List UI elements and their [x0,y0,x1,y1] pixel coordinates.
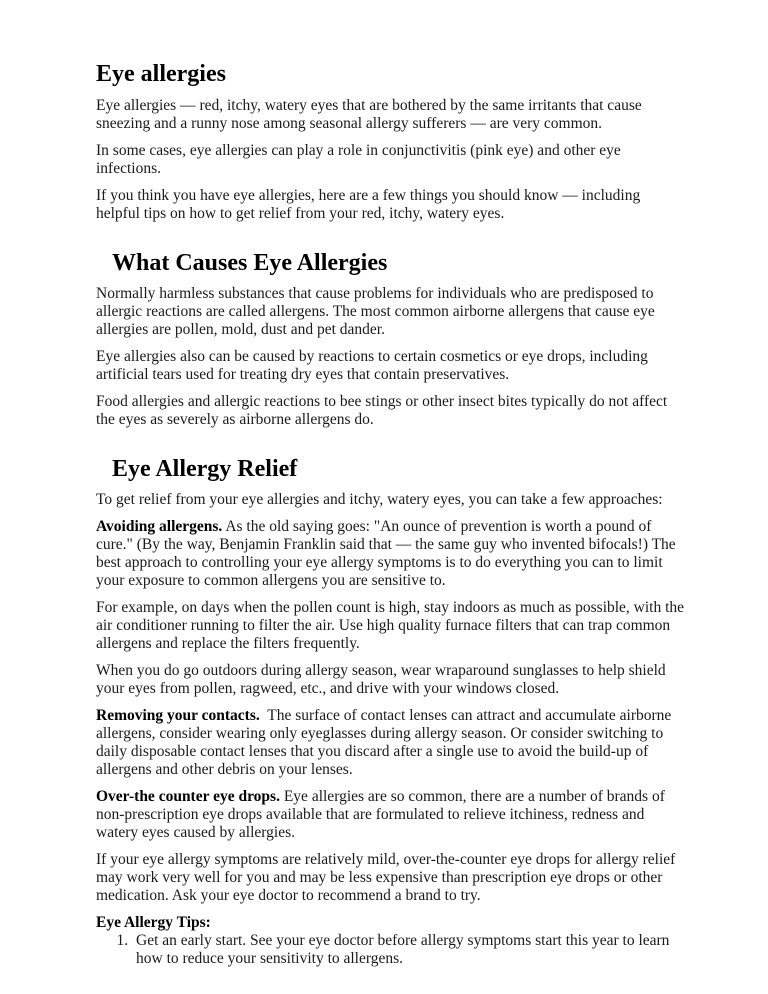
page-title: Eye allergies [96,61,226,87]
document-page [96,60,686,968]
outdoors-paragraph: When you do go outdoors during allergy season, wear wraparound sunglasses to help shield your eyes from pollen, ragweed, etc., and drive with your windows closed. [96,662,666,697]
avoiding-allergens-paragraph [96,518,686,590]
intro-paragraph: In some cases, eye allergies can play a role in conjunctivitis (pink eye) and other eye infections. [96,142,621,177]
eye-drops-paragraph [96,788,686,842]
section-heading-causes: What Causes Eye Allergies [112,250,388,276]
intro-paragraph: Eye allergies — red, itchy, watery eyes that are bothered by the same irritants that cause sneezing and a runny nose among seasonal allergy sufferers — are very common. [96,97,642,132]
avoiding-allergens-text: As the old saying goes: "An ounce of prevention is worth a pound of cure." (By the way, Benjamin Franklin said that — the same guy who invented bifocals!) The best approach to controlling your eye allergy symptoms is to do everything you can to limit your exposure to common allergens you are sensitive to. [96,518,676,589]
relief-intro: To get relief from your eye allergies and itchy, watery eyes, you can take a few approaches: [96,491,663,508]
causes-paragraph: Food allergies and allergic reactions to bee stings or other insect bites typically do not affect the eyes as severely as airborne allergens do. [96,393,668,428]
example-paragraph: For example, on days when the pollen count is high, stay indoors as much as possible, with the air conditioner running to filter the air. Use high quality furnace filters that can trap common allergens and replace the filters frequently. [96,599,685,652]
avoiding-allergens-lead: Avoiding allergens. [96,518,223,535]
section-heading-relief: Eye Allergy Relief [112,456,298,482]
mild-symptoms-paragraph: If your eye allergy symptoms are relatively mild, over-the-counter eye drops for allergy relief may work very well for you and may be less expensive than prescription eye drops or other medication. Ask your eye doctor to recommend a brand to try. [96,851,676,904]
causes-paragraph: Normally harmless substances that cause problems for individuals who are predisposed to allergic reactions are called allergens. The most common airborne allergens that cause eye allergies are pollen, mold, dust and pet dander. [96,285,655,338]
removing-contacts-lead: Removing your contacts. [96,707,260,724]
causes-paragraph: Eye allergies also can be caused by reactions to certain cosmetics or eye drops, including artificial tears used for treating dry eyes that contain preservatives. [96,348,648,383]
tip-item: 1. Get an early start. See your eye doctor before allergy symptoms start this year to learn how to reduce your sensitivity to allergens. [132,932,686,968]
removing-contacts-text: The surface of contact lenses can attract and accumulate airborne allergens, consider wearing only eyeglasses during allergy season. Or consider switching to daily disposable contact lenses that you discard after a single use to avoid the build-up of allergens and other debris on your lenses. [96,707,676,778]
tips-list [96,932,686,968]
intro-paragraph: If you think you have eye allergies, here are a few things you should know — including helpful tips on how to get relief from your red, itchy, watery eyes. [96,187,641,222]
eye-drops-text: Eye allergies are so common, there are a number of brands of non-prescription eye drops available that are formulated to relieve itchiness, redness and watery eyes caused by allergies. [96,788,665,841]
removing-contacts-paragraph [96,707,686,779]
tips-title: Eye Allergy Tips: [96,914,211,931]
eye-drops-lead: Over-the counter eye drops. [96,788,280,805]
